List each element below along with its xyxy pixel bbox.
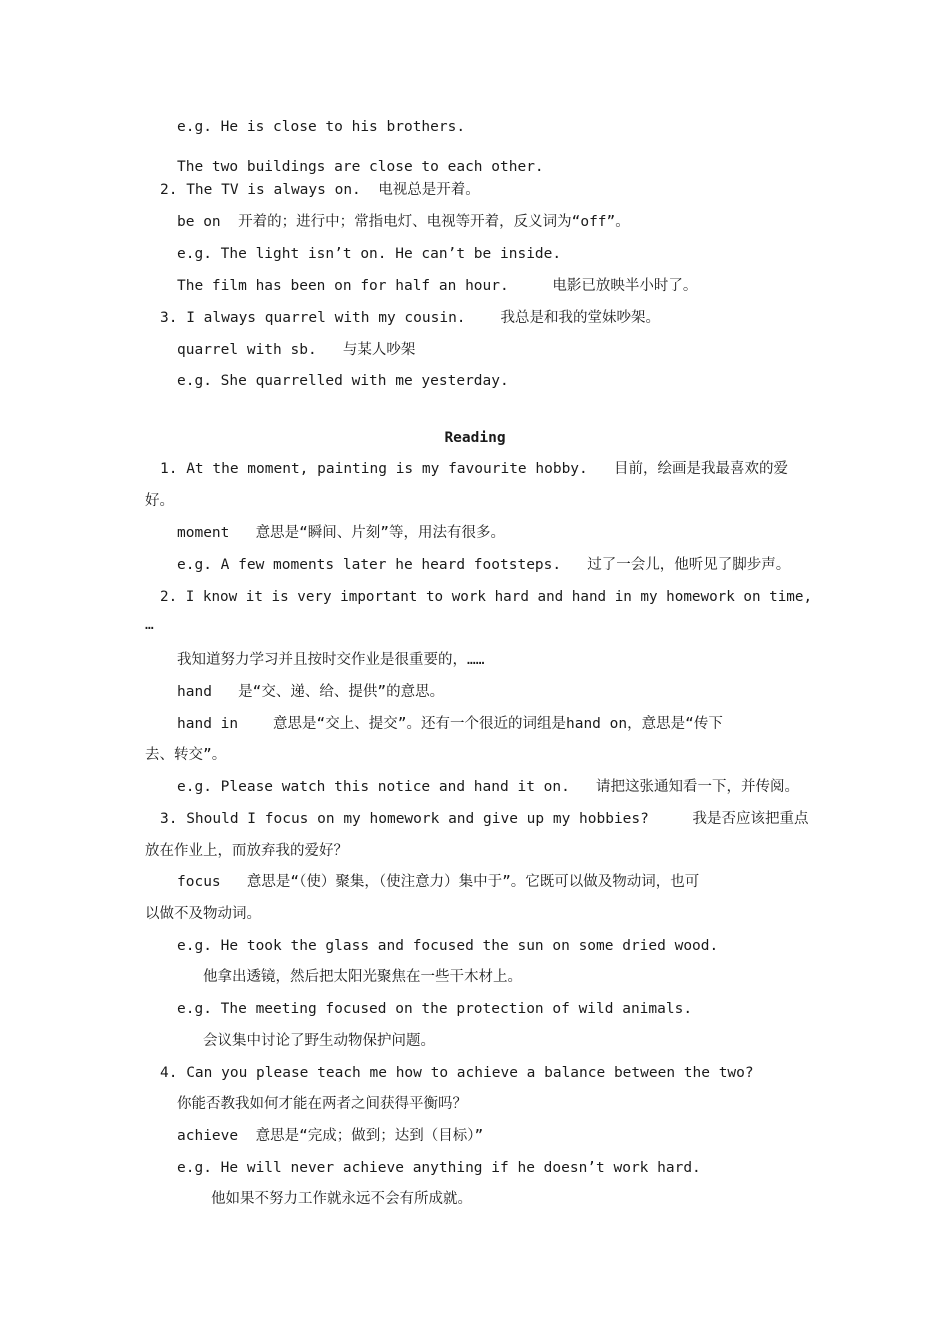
numbered-item: 3. Should I focus on my homework and give up my hobbies? 我是否应该把重点	[160, 811, 809, 827]
numbered-item: 4. Can you please teach me how to achieve a balance between the two?	[160, 1065, 754, 1081]
example-line: The film has been on for half an hour. 电影已放映半小时了。	[177, 278, 698, 294]
translation-line: 他拿出透镜，然后把太阳光聚焦在一些干木材上。	[203, 969, 522, 985]
example-line: e.g. A few moments later he heard footsteps. 过了一会儿，他听见了脚步声。	[177, 557, 791, 573]
note-line: hand 是“交、递、给、提供”的意思。	[177, 684, 445, 700]
section-heading: Reading	[444, 430, 506, 446]
translation-line: 我知道努力学习并且按时交作业是很重要的，……	[177, 652, 485, 668]
numbered-item: 2. The TV is always on. 电视总是开着。	[160, 182, 480, 198]
example-line: e.g. The meeting focused on the protection of wild animals.	[177, 1001, 693, 1017]
note-line: hand in 意思是“交上、提交”。还有一个很近的词组是hand on，意思是“传下	[177, 716, 723, 732]
example-line: e.g. She quarrelled with me yesterday.	[177, 373, 509, 389]
note-line: achieve 意思是“完成；做到；达到（目标）”	[177, 1128, 484, 1144]
note-line: focus 意思是“（使）聚集，（使注意力）集中于”。它既可以做及物动词，也可	[177, 874, 700, 890]
wrapped-line: 去、转交”。	[145, 747, 227, 763]
numbered-item: 1. At the moment, painting is my favourite hobby. 目前，绘画是我最喜欢的爱	[160, 461, 788, 477]
translation-line: 他如果不努力工作就永远不会有所成就。	[211, 1191, 472, 1207]
wrapped-line: …	[145, 617, 154, 633]
wrapped-line: 好。	[145, 493, 174, 509]
example-line: e.g. He is close to his brothers.	[177, 119, 466, 135]
example-line: e.g. He will never achieve anything if he doesn’t work hard.	[177, 1160, 701, 1176]
wrapped-line: 放在作业上，而放弃我的爱好？	[145, 843, 348, 859]
numbered-item: 3. I always quarrel with my cousin. 我总是和我的堂妹吵架。	[160, 310, 660, 326]
note-line: be on 开着的；进行中；常指电灯、电视等开着，反义词为“off”。	[177, 214, 630, 230]
numbered-item: 2. I know it is very important to work hard and hand in my homework on time,	[160, 589, 813, 605]
example-line: e.g. Please watch this notice and hand it on. 请把这张通知看一下，并传阅。	[177, 779, 800, 795]
translation-line: 会议集中讨论了野生动物保护问题。	[203, 1033, 435, 1049]
example-line: e.g. He took the glass and focused the sun on some dried wood.	[177, 938, 719, 954]
wrapped-line: 以做不及物动词。	[145, 906, 261, 922]
translation-line: 你能否教我如何才能在两者之间获得平衡吗？	[177, 1096, 467, 1112]
note-line: quarrel with sb. 与某人吵架	[177, 342, 416, 358]
note-line: moment 意思是“瞬间、片刻”等，用法有很多。	[177, 525, 506, 541]
example-line: The two buildings are close to each other.	[177, 159, 544, 175]
example-line: e.g. The light isn’t on. He can’t be inside.	[177, 246, 562, 262]
